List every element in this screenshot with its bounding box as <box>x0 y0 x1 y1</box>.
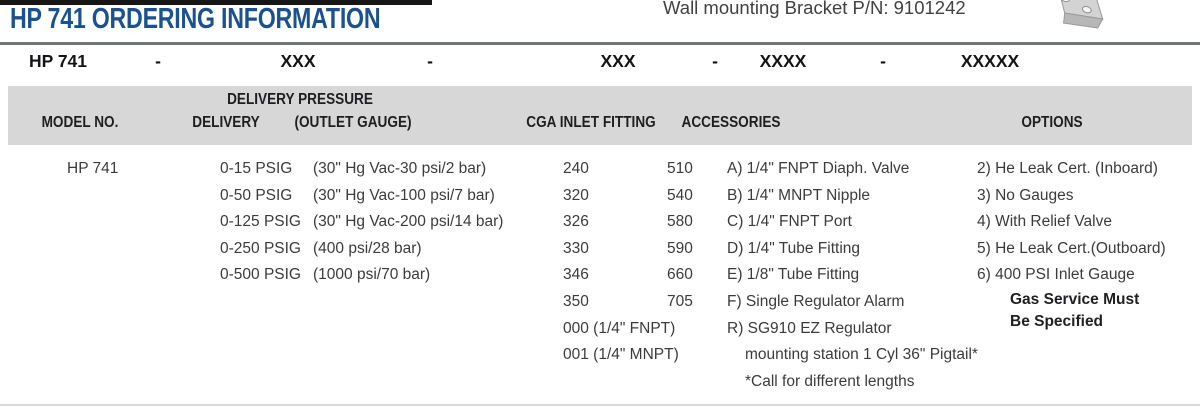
bottom-divider-rule <box>0 404 1200 406</box>
column-options <box>977 156 1166 334</box>
column-model-no: HP 741 <box>67 160 119 177</box>
header-delivery-pressure-group: DELIVERY PRESSURE <box>227 91 373 108</box>
list-item: 660 <box>667 266 693 284</box>
list-item: D) 1/4" Tube Fitting <box>727 239 861 257</box>
list-item: 0-50 PSIG <box>220 186 293 204</box>
list-item: 2) He Leak Cert. (Inboard) <box>977 160 1158 177</box>
list-item: Gas Service Must <box>1010 290 1140 308</box>
header-accessories: ACCESSORIES <box>681 114 781 131</box>
column-cga-b <box>667 156 693 316</box>
wall-bracket-note: Wall mounting Bracket P/N: 9101242 <box>663 0 966 18</box>
header-model-no: MODEL NO. <box>41 114 119 131</box>
wall-bracket-icon <box>1046 0 1110 38</box>
list-item: 240 <box>563 160 589 177</box>
header-delivery: DELIVERY <box>192 114 260 131</box>
list-item: 320 <box>563 186 589 204</box>
list-item: (400 psi/28 bar) <box>313 239 422 257</box>
list-item: mounting station 1 Cyl 36" Pigtail* <box>745 346 978 364</box>
column-outlet-gauge <box>313 156 503 289</box>
list-item: *Call for different lengths <box>745 372 915 390</box>
list-item: 350 <box>563 292 589 310</box>
list-item: 326 <box>563 213 589 231</box>
code-field-cga: XXX <box>600 51 636 71</box>
list-item: 0-500 PSIG <box>220 266 301 284</box>
list-item: 510 <box>667 160 693 177</box>
list-item: 0-250 PSIG <box>220 239 301 257</box>
list-item: (30" Hg Vac-100 psi/7 bar) <box>313 186 495 204</box>
list-item: 0-125 PSIG <box>220 213 301 231</box>
list-item: 540 <box>667 186 693 204</box>
list-item: (30" Hg Vac-30 psi/2 bar) <box>313 160 487 177</box>
column-accessories <box>727 156 978 395</box>
code-dash-3: - <box>712 51 718 71</box>
list-item: 705 <box>667 292 693 310</box>
list-item: 000 (1/4" FNPT) <box>563 319 676 337</box>
title-divider-rule <box>0 42 1200 45</box>
code-model: HP 741 <box>28 51 88 71</box>
header-options: OPTIONS <box>1021 114 1083 131</box>
list-item: A) 1/4" FNPT Diaph. Valve <box>727 160 910 177</box>
code-dash-2: - <box>427 51 433 71</box>
list-item: 0-15 PSIG <box>220 160 293 177</box>
list-item: 5) He Leak Cert.(Outboard) <box>977 239 1166 257</box>
code-field-options: XXXXX <box>960 51 1020 71</box>
column-delivery <box>220 156 301 289</box>
list-item: 3) No Gauges <box>977 186 1074 204</box>
list-item: C) 1/4" FNPT Port <box>727 213 852 231</box>
code-field-accessories: XXXX <box>759 51 807 71</box>
list-item: F) Single Regulator Alarm <box>727 292 905 310</box>
list-item: B) 1/4" MNPT Nipple <box>727 186 871 204</box>
list-item: R) SG910 EZ Regulator <box>727 319 892 337</box>
list-item: E) 1/8" Tube Fitting <box>727 266 860 284</box>
list-item: 4) With Relief Valve <box>977 213 1112 231</box>
list-item: 001 (1/4" MNPT) <box>563 346 679 364</box>
list-item: (30" Hg Vac-200 psi/14 bar) <box>313 213 504 231</box>
header-outlet-gauge: (OUTLET GAUGE) <box>294 114 412 131</box>
page-title <box>10 3 473 36</box>
list-item: Be Specified <box>1010 313 1104 331</box>
code-dash-1: - <box>155 51 161 71</box>
page-title-text: HP 741 ORDERING INFORMATION <box>10 3 381 35</box>
list-item: 330 <box>563 239 589 257</box>
list-item: 346 <box>563 266 589 284</box>
list-item: (1000 psi/70 bar) <box>313 266 431 284</box>
list-item: 6) 400 PSI Inlet Gauge <box>977 266 1135 284</box>
code-field-delivery: XXX <box>280 51 316 71</box>
column-cga-a <box>563 156 679 369</box>
list-item: 590 <box>667 239 693 257</box>
code-dash-4: - <box>880 51 886 71</box>
list-item: 580 <box>667 213 693 231</box>
header-cga-inlet-fitting: CGA INLET FITTING <box>526 114 656 131</box>
